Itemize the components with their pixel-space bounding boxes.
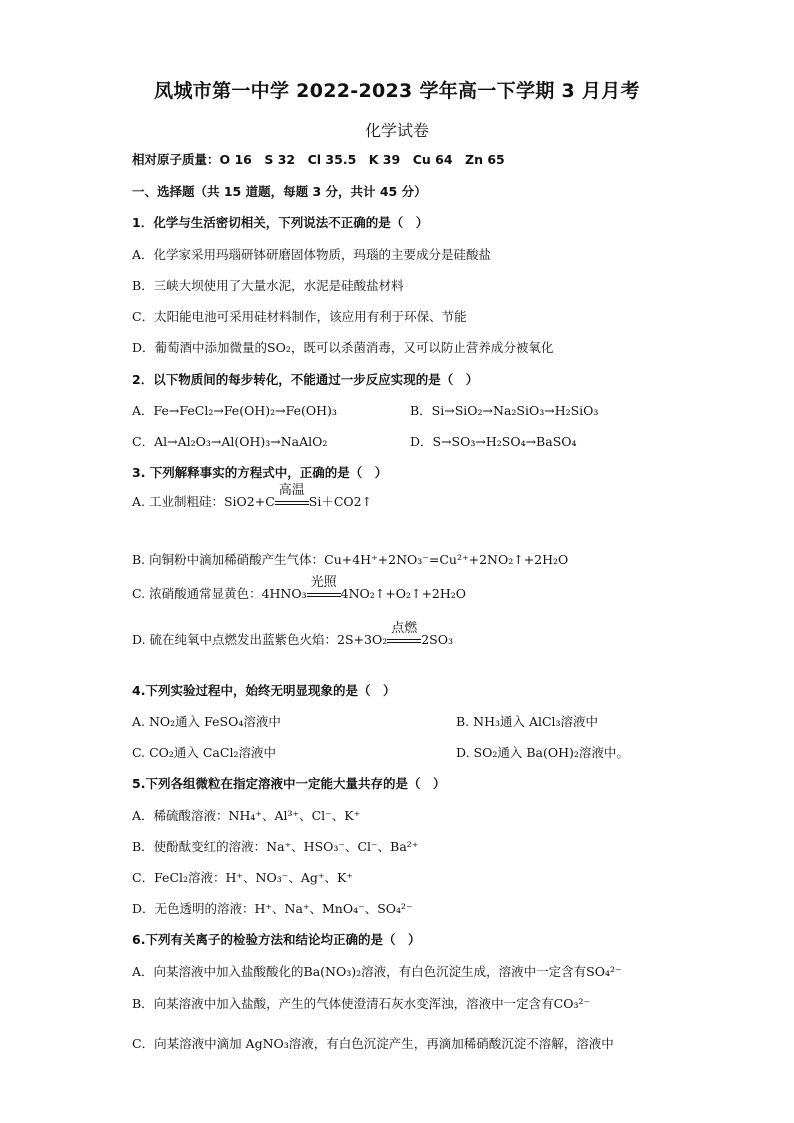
q1-option-c: C．太阳能电池可采用硅材料制作，该应用有利于环保、节能 <box>132 309 467 324</box>
q6-option-b: B．向某溶液中加入盐酸，产生的气体使澄清石灰水变浑浊，溶液中一定含有CO₃²⁻ <box>132 996 591 1011</box>
q3-option-d <box>132 621 454 648</box>
q3-d-reactants: D. 硫在纯氧中点燃发出蓝紫色火焰：2S+3O₂ <box>132 632 388 647</box>
q3-c-reactants: C. 浓硝酸通常显黄色：4HNO₃ <box>132 586 307 601</box>
q3-a-reactants: A. 工业制粗硅：SiO2+C <box>132 494 275 509</box>
q3-a-products: Si＋CO2↑ <box>308 494 373 509</box>
q3-d-condition-label: 点燃 <box>391 621 418 636</box>
q1-option-a: A．化学家采用玛瑙研钵研磨固体物质，玛瑙的主要成分是硅酸盐 <box>132 247 492 262</box>
q1-stem: 1．化学与生活密切相关，下列说法不正确的是（ ） <box>132 215 429 230</box>
q2-option-a: A．Fe→FeCl₂→Fe(OH)₂→Fe(OH)₃ <box>132 403 337 418</box>
atomic-mass-line: 相对原子质量：O 16 S 32 Cl 35.5 K 39 Cu 64 Zn 65 <box>132 152 505 167</box>
q6-option-a: A．向某溶液中加入盐酸酸化的Ba(NO₃)₂溶液，有白色沉淀生成，溶液中一定含有SO₄²⁻ <box>132 964 622 979</box>
section-heading: 一、选择题（共 15 道题，每题 3 分，共计 45 分） <box>132 184 427 199</box>
q3-option-c <box>132 575 467 602</box>
q5-option-a: A．稀硫酸溶液：NH₄⁺、Al³⁺、Cl⁻、K⁺ <box>132 808 361 823</box>
q5-option-b: B．使酚酞变红的溶液：Na⁺、HSO₃⁻、Cl⁻、Ba²⁺ <box>132 839 419 854</box>
q3-a-condition <box>275 483 309 509</box>
q4-option-c: C. CO₂通入 CaCl₂溶液中 <box>132 745 276 760</box>
q3-a-condition-label: 高温 <box>278 483 305 498</box>
exam-subtitle: 化学试卷 <box>364 121 429 140</box>
q2-option-c: C．Al→Al₂O₃→Al(OH)₃→NaAlO₂ <box>132 434 328 449</box>
q6-stem: 6.下列有关离子的检验方法和结论均正确的是（ ） <box>132 932 421 947</box>
q4-option-b: B. NH₃通入 AlCl₃溶液中 <box>456 714 599 729</box>
q3-d-products: 2SO₃ <box>421 632 454 647</box>
q4-option-d: D. SO₂通入 Ba(OH)₂溶液中。 <box>456 745 629 760</box>
q3-option-b: B. 向铜粉中滴加稀硝酸产生气体：Cu+4H⁺+2NO₃⁻=Cu²⁺+2NO₂↑+2H₂O <box>132 552 569 567</box>
q3-d-condition <box>387 621 421 647</box>
q1-option-d: D．葡萄酒中添加微量的SO₂，既可以杀菌消毒，又可以防止营养成分被氧化 <box>132 340 554 355</box>
q5-option-c: C．FeCl₂溶液：H⁺、NO₃⁻、Ag⁺、K⁺ <box>132 870 353 885</box>
q3-option-a <box>132 483 373 510</box>
q3-c-condition <box>307 575 341 601</box>
q1-option-b: B．三峡大坝使用了大量水泥，水泥是硅酸盐材料 <box>132 278 404 293</box>
q2-stem: 2．以下物质间的每步转化，不能通过一步反应实现的是（ ） <box>132 372 479 387</box>
q2-option-d: D．S→SO₃→H₂SO₄→BaSO₄ <box>410 434 577 449</box>
q4-stem: 4.下列实验过程中，始终无明显现象的是（ ） <box>132 683 396 698</box>
exam-title: 凤城市第一中学 2022-2023 学年高一下学期 3 月月考 <box>154 80 640 102</box>
q2-option-b: B．Si→SiO₂→Na₂SiO₃→H₂SiO₃ <box>410 403 599 418</box>
q3-c-products: 4NO₂↑+O₂↑+2H₂O <box>340 586 467 601</box>
q5-option-d: D．无色透明的溶液：H⁺、Na⁺、MnO₄⁻、SO₄²⁻ <box>132 901 413 916</box>
q3-stem: 3. 下列解释事实的方程式中，正确的是（ ） <box>132 465 388 480</box>
q4-option-a: A. NO₂通入 FeSO₄溶液中 <box>132 714 281 729</box>
q6-option-c: C．向某溶液中滴加 AgNO₃溶液，有白色沉淀产生，再滴加稀硝酸沉淀不溶解，溶液中 <box>132 1036 614 1051</box>
q3-c-condition-label: 光照 <box>310 575 337 590</box>
q5-stem: 5.下列各组微粒在指定溶液中一定能大量共存的是（ ） <box>132 776 446 791</box>
